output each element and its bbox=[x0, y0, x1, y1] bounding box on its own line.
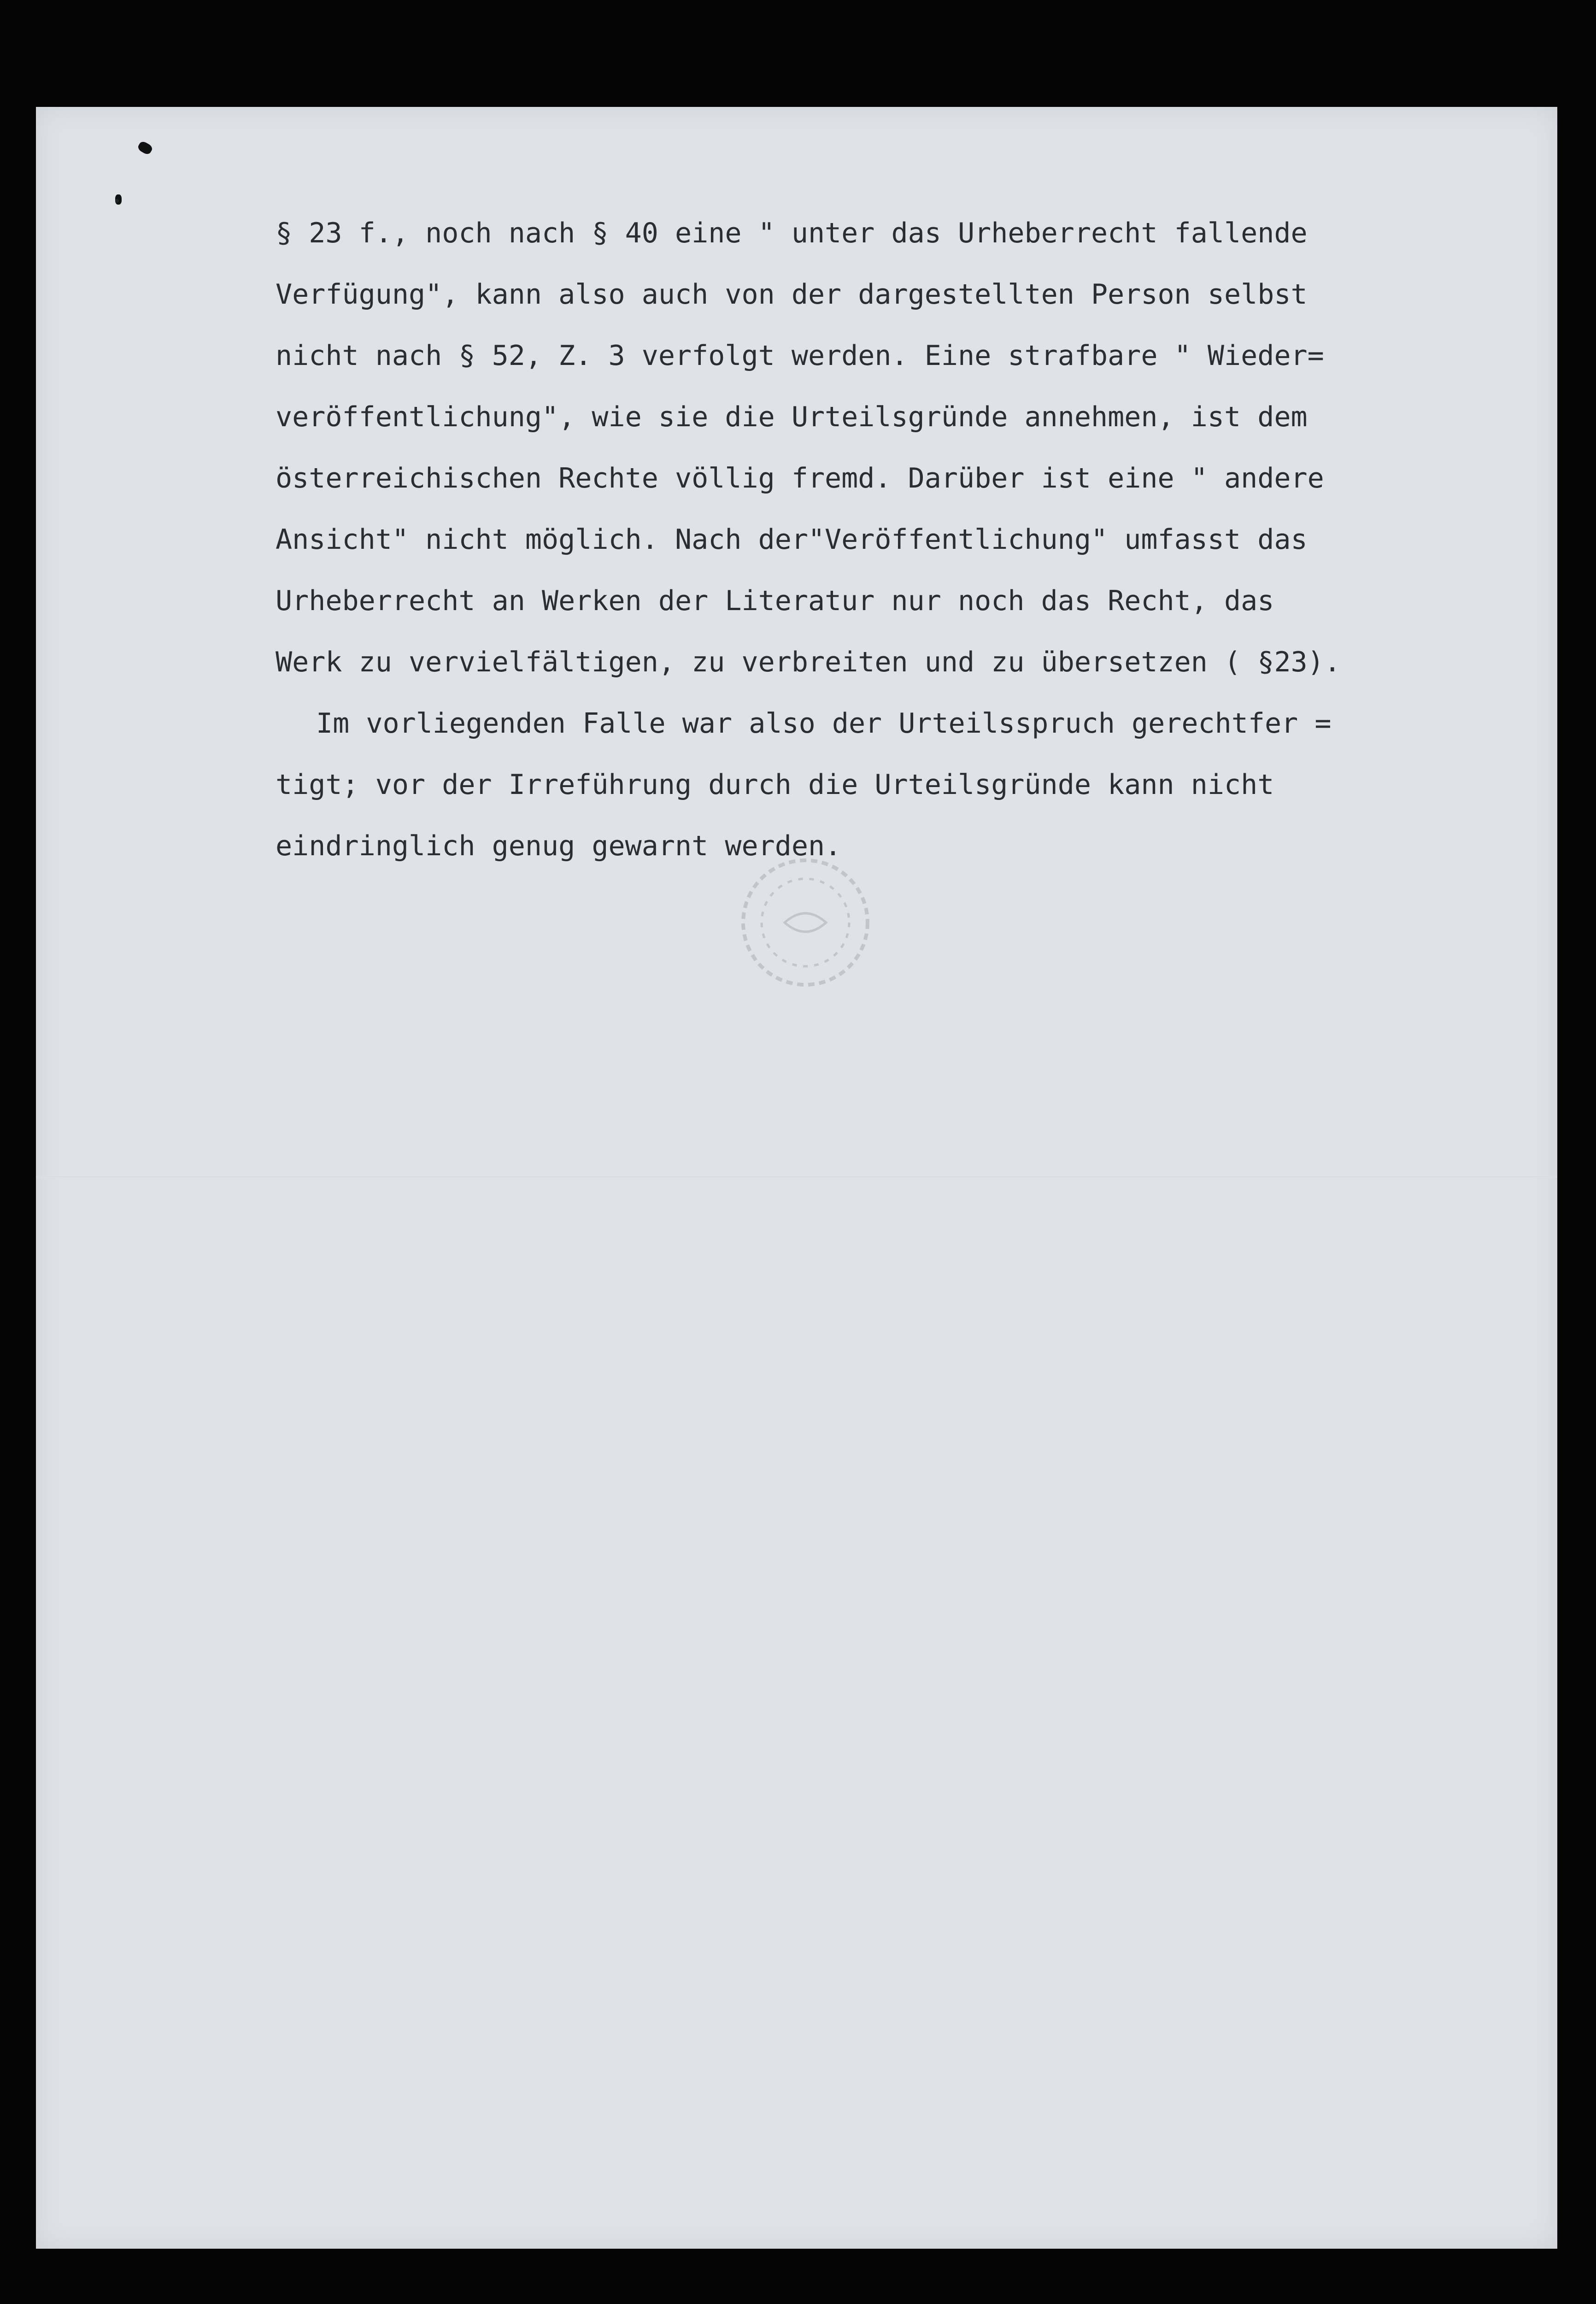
text-line: eindringlich genug gewarnt werden. bbox=[276, 830, 842, 862]
text-line: Urheberrecht an Werken der Literatur nur noch das Recht, das bbox=[276, 585, 1274, 617]
ink-speck bbox=[115, 199, 119, 203]
text-line: Werk zu vervielfältigen, zu verbreiten und zu übersetzen ( §23). bbox=[276, 646, 1341, 678]
text-line: österreichischen Rechte völlig fremd. Darüber ist eine " andere bbox=[276, 462, 1324, 494]
text-line: veröffentlichung", wie sie die Urteilsgründe annehmen, ist dem bbox=[276, 401, 1308, 433]
text-line: Im vorliegenden Falle war also der Urteilsspruch gerechtfer = bbox=[316, 707, 1332, 740]
text-line: § 23 f., noch nach § 40 eine " unter das Urheberrecht fallende bbox=[276, 217, 1308, 249]
text-line: tigt; vor der Irreführung durch die Urteilsgründe kann nicht bbox=[276, 769, 1274, 801]
typed-text-body bbox=[276, 203, 1520, 877]
text-line: nicht nach § 52, Z. 3 verfolgt werden. Eine strafbare " Wieder= bbox=[276, 340, 1324, 372]
fold-crease bbox=[36, 1176, 1557, 1178]
ink-speck bbox=[137, 140, 154, 156]
text-line: Ansicht" nicht möglich. Nach der"Veröffentlichung" umfasst das bbox=[276, 523, 1308, 556]
text-line: Verfügung", kann also auch von der dargestellten Person selbst bbox=[276, 278, 1308, 311]
faded-stamp-seal bbox=[736, 853, 874, 992]
